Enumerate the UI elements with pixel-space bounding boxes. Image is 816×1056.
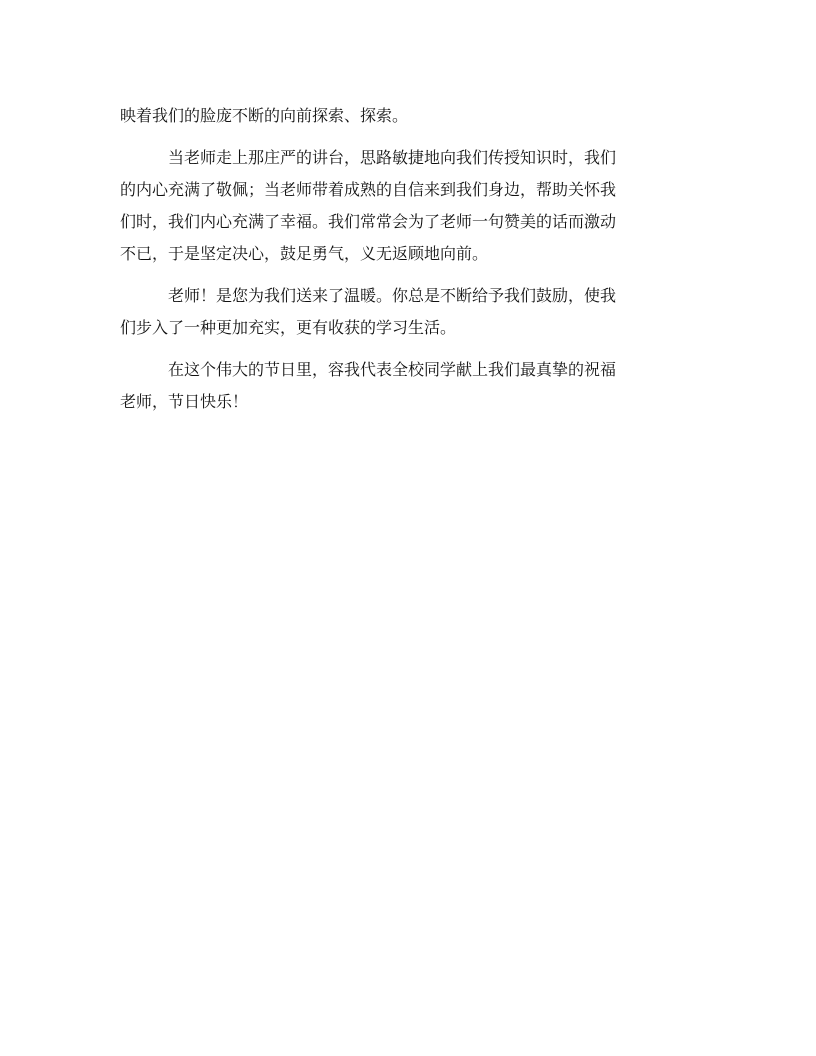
paragraph-gap xyxy=(120,270,696,280)
text-line: 在这个伟大的节日里，容我代表全校同学献上我们最真挚的祝福 xyxy=(168,360,617,379)
text-line: 老师！是您为我们送来了温暖。你总是不断给予我们鼓励，使我 xyxy=(168,286,617,305)
paragraph-1 xyxy=(120,100,696,132)
text-line: 的内心充满了敬佩；当老师带着成熟的自信来到我们身边，帮助关怀我 xyxy=(120,180,617,199)
text-line: 们时，我们内心充满了幸福。我们常常会为了老师一句赞美的话而激动 xyxy=(120,212,617,231)
paragraph-gap xyxy=(120,344,696,354)
paragraph-4 xyxy=(120,354,696,418)
text-line: 当老师走上那庄严的讲台，思路敏捷地向我们传授知识时，我们 xyxy=(168,148,617,167)
text-line: 不已，于是坚定决心，鼓足勇气，义无返顾地向前。 xyxy=(120,244,489,263)
text-line: 映着我们的脸庞不断的向前探索、探索。 xyxy=(120,106,409,125)
paragraph-gap xyxy=(120,132,696,142)
paragraph-3 xyxy=(120,280,696,344)
text-line: 们步入了一种更加充实，更有收获的学习生活。 xyxy=(120,318,457,337)
text-line: 老师，节日快乐！ xyxy=(120,392,249,411)
paragraph-2 xyxy=(120,142,696,270)
document-body xyxy=(120,100,696,418)
